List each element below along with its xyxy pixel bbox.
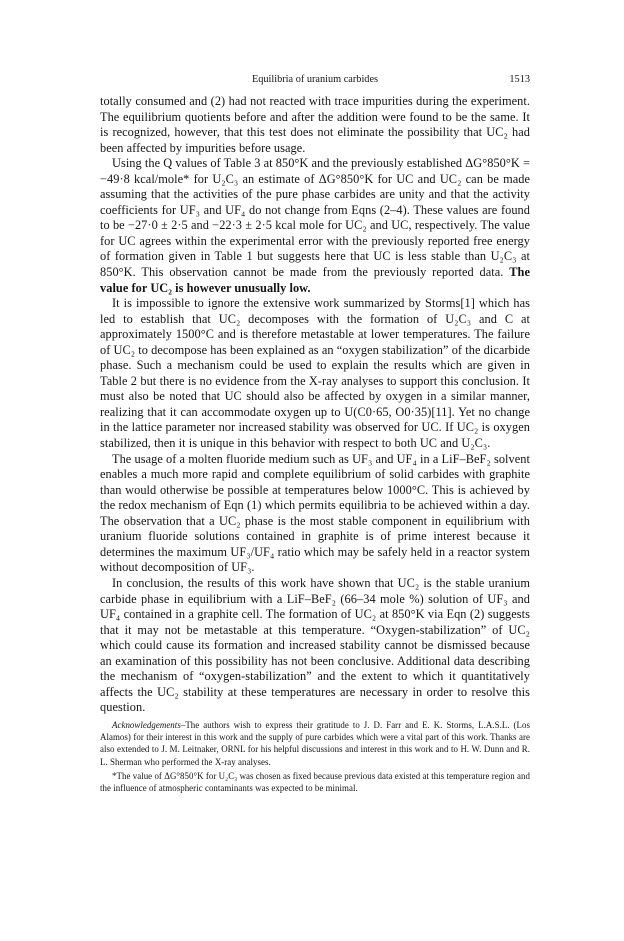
footnote: *The value of ΔG°850°K for U₂C₃ was chosen as fixed because previous data existed at this temperature region and the influence of atmospheric contaminants was expected to be minimal. [100, 771, 530, 794]
paragraph-conclusion: In conclusion, the results of this work have shown that UC₂ is the stable uranium carbide phase in equilibrium with a LiF–BeF₂ (66–34 mole %) solution of UF₃ and UF₄ contained in a graphite cell. The formation of UC₂ at 850°K via Eqn (2) suggests that it may not be metastable at this temperature. “Oxygen-stabilization” of UC₂ which could cause its formation and increased stability cannot be dismissed because an examination of this possibility has not been conclusive. Additional data describing the mechanism of “oxygen-stabilization” and the extent to which it quantitatively affects the UC₂ stability at these temperatures are necessary in order to resolve this question. [100, 575, 530, 715]
page-number: 1513 [509, 74, 530, 85]
paragraph-molten-fluoride: The usage of a molten fluoride medium such as UF₃ and UF₄ in a LiF–BeF₂ solvent enables a much more rapid and complete equilibrium of solid carbides with graphite than would otherwise be possible at temperatures below 1000°C. This is achieved by the redox mechanism of Eqn (1) which permits equilibria to be achieved within a day. The observation that a UC₂ phase is the most stable component in equilibrium with uranium fluoride solutions contained in graphite is of prime interest because it determines the maximum UF₃/UF₄ ratio which may be safely held in a reactor system without decomposition of UF₃. [100, 451, 530, 575]
free-energy-emphasis: The value for UC₂ is however unusually low. [100, 265, 530, 295]
acknowledgements-text: –The authors wish to express their gratitude to J. D. Farr and E. K. Storms, L.A.S.L. (Los Alamos) for their interest in this work and the supply of pure carbides which were a vital part of this work. Thanks are also extended to J. M. Leitnaker, ORNL for his helpful discussions and interest in this work and to H. W. Dunn and R. L. Sherman who performed the X-ray analyses. [100, 719, 530, 767]
paragraph-free-energy [100, 156, 530, 296]
paragraph-continuation: totally consumed and (2) had not reacted with trace impurities during the experiment. The equilibrium quotients before and after the addition were found to be the same. It is recognized, however, that this test does not eliminate the possibility that UC₂ had been affected by impurities before usage. [100, 94, 530, 155]
free-energy-text: Using the Q values of Table 3 at 850°K and the previously established ΔG°850°K = −49·8 kcal/mole* for U₂C₃ an estimate of ΔG°850°K for UC and UC₂ can be made assuming that the activities of the pure phase carbides are unity and that the activity coefficients for UF₃ and UF₄ do not change from Eqns (2–4). These values are found to be −27·0 ± 2·5 and −22·3 ± 2·5 kcal mole for UC₂ and UC, respectively. The value for UC agrees within the experimental error with the previously reported free energy of formation given in Table 1 but suggests here that UC is less stable than U₂C₃ at 850°K. This observation cannot be made from the previously reported data. [100, 156, 530, 280]
running-title: Equilibria of uranium carbides [251, 74, 379, 85]
article-body [100, 94, 530, 795]
acknowledgements-label: Acknowledgements [112, 719, 181, 730]
acknowledgements [100, 719, 530, 768]
running-header [100, 74, 530, 88]
paragraph-oxygen-stabilization: It is impossible to ignore the extensive work summarized by Storms[1] which has led to establish that UC₂ decomposes with the formation of U₂C₃ and C at approximately 1500°C and is therefore metastable at lower temperatures. The failure of UC₂ to decompose has been explained as an “oxygen stabilization” of the dicarbide phase. Such a mechanism could be used to explain the results which are given in Table 2 but there is no evidence from the X-ray analyses to support this conclusion. It must also be noted that UC should also be affected by oxygen in a similar manner, realizing that it can accommodate oxygen up to U(C0·65, O0·35)[11]. Yet no change in the lattice parameter nor increased stability was observed for UC. If UC₂ is oxygen stabilized, then it is unique in this behavior with respect to both UC and U₂C₃. [100, 296, 530, 451]
